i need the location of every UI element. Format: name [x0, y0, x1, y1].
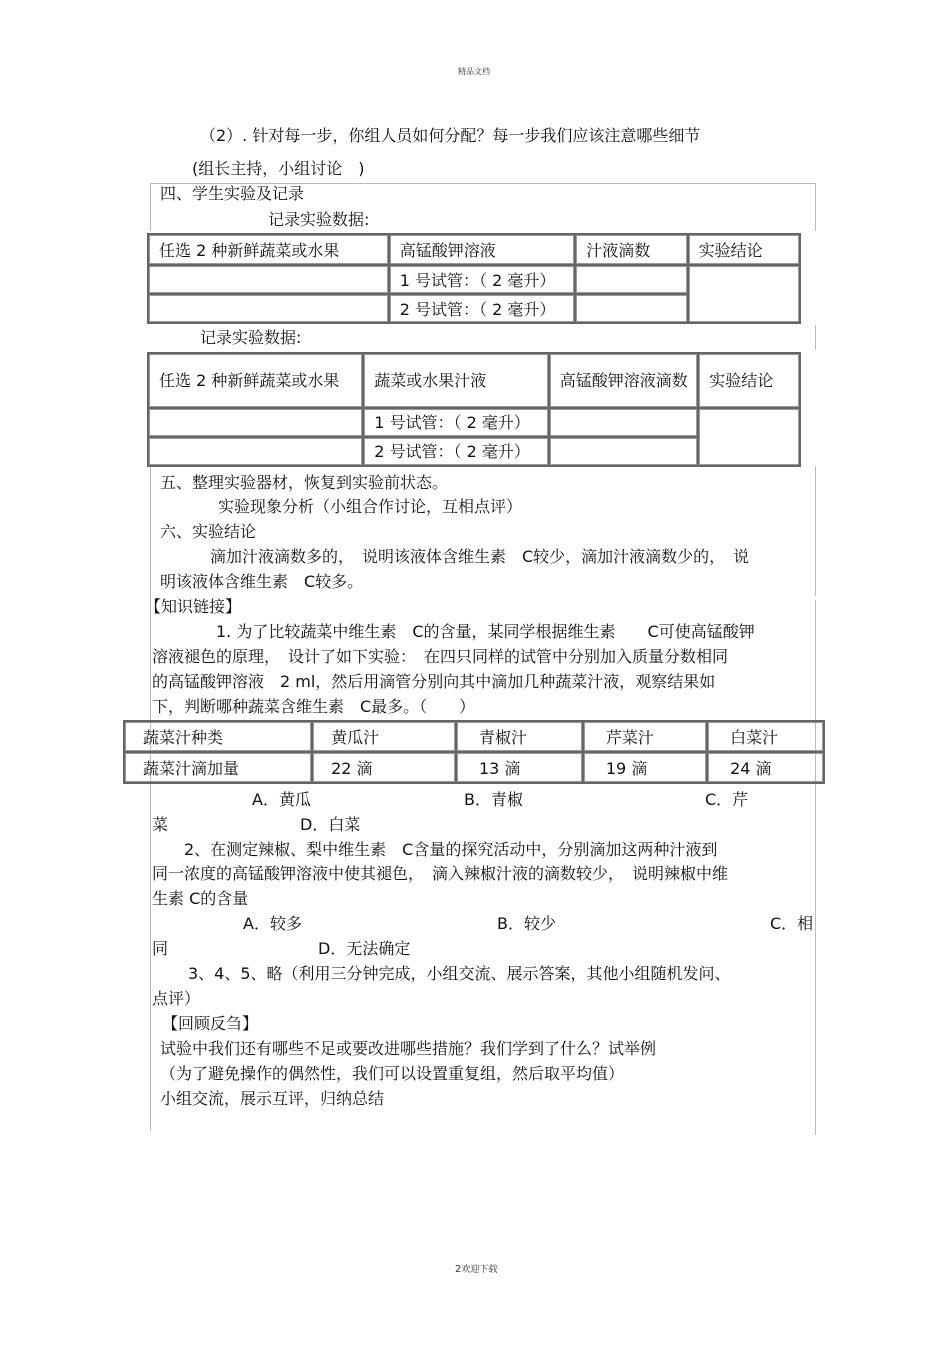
option-2d: D．无法确定 [318, 939, 411, 958]
table1-header: 实验结论 [688, 234, 800, 265]
table2-cell [549, 408, 699, 437]
table2-cell [148, 408, 363, 437]
review-line-3: 小组交流，展示互评，归纳总结 [160, 1089, 385, 1108]
table3-cell: 青椒汁 [456, 721, 583, 752]
option-2b: B．较少 [497, 914, 556, 933]
review-line-1: 试验中我们还有哪些不足或要改进哪些措施？我们学到了什么？试举例 [160, 1039, 657, 1058]
option-2a: A．较多 [243, 914, 302, 933]
table3-cell: 芹菜汁 [583, 721, 707, 752]
frame-line [815, 325, 816, 350]
question-2-note: (组长主持，小组讨论 ) [192, 159, 365, 178]
page-number: 2 [455, 1264, 462, 1275]
frame-line [815, 183, 816, 231]
frame-line [150, 596, 151, 1131]
knowledge-3-line-b: 点评） [152, 989, 201, 1008]
review-line-2: （为了避免操作的偶然性，我们可以设置重复组，然后取平均值） [160, 1064, 625, 1083]
table3-cell: 黄瓜汁 [312, 721, 456, 752]
knowledge-2-line-a: 2、在测定辣椒、梨中维生素 C含量的探究活动中，分别滴加这两种汁液到 [184, 840, 718, 859]
table2-header: 任选 2 种新鲜蔬菜或水果 [148, 353, 363, 408]
table1-header: 汁液滴数 [575, 234, 687, 265]
record-label-1: 记录实验数据: [268, 210, 370, 229]
table1-cell [575, 265, 687, 294]
table2-cell: 2 号试管：（ 2 毫升） [363, 437, 548, 466]
table3-cell: 蔬菜汁种类 [124, 721, 312, 752]
footer-text: 欢迎下载 [461, 1265, 498, 1275]
frame-line [815, 600, 816, 1135]
knowledge-1-line-b: 溶液褪色的原理， 设计了如下实验： 在四只同样的试管中分别加入质量分数相同 [152, 647, 729, 666]
section-5-heading: 五、整理实验器材，恢复到实验前状态。 [160, 473, 449, 492]
frame-line [150, 183, 151, 231]
option-1a: A．黄瓜 [252, 790, 311, 809]
knowledge-1-line-c: 的高锰酸钾溶液 2 ml，然后用滴管分别向其中滴加几种蔬菜汁液，观察结果如 [152, 672, 716, 691]
section-4-heading: 四、学生实验及记录 [160, 184, 305, 203]
frame-line [815, 466, 816, 596]
knowledge-1-line-a: 1. 为了比较蔬菜中维生素 C的含量，某同学根据维生素 C可使高锰酸钾 [216, 622, 755, 641]
question-2: （2）. 针对每一步，你组人员如何分配？每一步我们应该注意哪些细节 [200, 126, 701, 145]
table3-cell: 蔬菜汁滴加量 [124, 752, 312, 783]
analysis-line: 实验现象分析（小组合作讨论，互相点评） [218, 497, 523, 516]
conclusion-line-2: 明该液体含维生素 C较多。 [160, 572, 364, 591]
table3-cell: 19 滴 [583, 752, 707, 783]
record-table-2 [147, 352, 801, 467]
table1-cell [575, 294, 687, 323]
table2-cell [148, 437, 363, 466]
option-1c-cont: 菜 [152, 815, 169, 834]
option-1b: B．青椒 [464, 790, 523, 809]
review-heading: 【回顾反刍】 [162, 1014, 259, 1033]
table1-cell [148, 294, 389, 323]
option-1d: D．白菜 [300, 815, 361, 834]
option-2c-cont: 同 [152, 939, 169, 958]
knowledge-link-heading: 【知识链接】 [145, 597, 242, 616]
table2-cell [698, 408, 800, 466]
table2-header: 蔬菜或水果汁液 [363, 353, 548, 408]
page-header: 精品文档 [458, 67, 490, 76]
knowledge-2-line-c: 生素 C的含量 [152, 889, 249, 908]
table3-cell: 24 滴 [707, 752, 824, 783]
table1-cell: 2 号试管：（ 2 毫升） [389, 294, 576, 323]
conclusion-line-1: 滴加汁液滴数多的， 说明该液体含维生素 C较少，滴加汁液滴数少的， 说 [210, 547, 750, 566]
section-6-heading: 六、实验结论 [160, 522, 257, 541]
table3-cell: 13 滴 [456, 752, 583, 783]
table2-cell: 1 号试管：（ 2 毫升） [363, 408, 548, 437]
table1-header: 高锰酸钾溶液 [389, 234, 576, 265]
table1-cell [688, 265, 800, 323]
record-label-2: 记录实验数据: [200, 328, 302, 347]
knowledge-3-line-a: 3、4、5、略（利用三分钟完成，小组交流、展示答案，其他小组随机发问、 [188, 964, 731, 983]
table3-cell: 白菜汁 [707, 721, 824, 752]
frame-line [150, 466, 151, 596]
table2-header: 实验结论 [698, 353, 800, 408]
table2-header: 高锰酸钾溶液滴数 [549, 353, 699, 408]
knowledge-2-line-b: 同一浓度的高锰酸钾溶液中使其褪色， 滴入辣椒汁液的滴数较少， 说明辣椒中维 [152, 864, 729, 883]
table1-header: 任选 2 种新鲜蔬菜或水果 [148, 234, 389, 265]
option-1c: C．芹 [705, 790, 749, 809]
record-table-1 [147, 233, 801, 324]
table1-cell [148, 265, 389, 294]
table3-cell: 22 滴 [312, 752, 456, 783]
table2-cell [549, 437, 699, 466]
vegetable-juice-table [123, 720, 825, 784]
page-footer [455, 1262, 497, 1275]
knowledge-1-line-d: 下，判断哪种蔬菜含维生素 C最多。（ ） [152, 697, 476, 716]
table1-cell: 1 号试管：（ 2 毫升） [389, 265, 576, 294]
option-2c: C．相 [770, 914, 814, 933]
